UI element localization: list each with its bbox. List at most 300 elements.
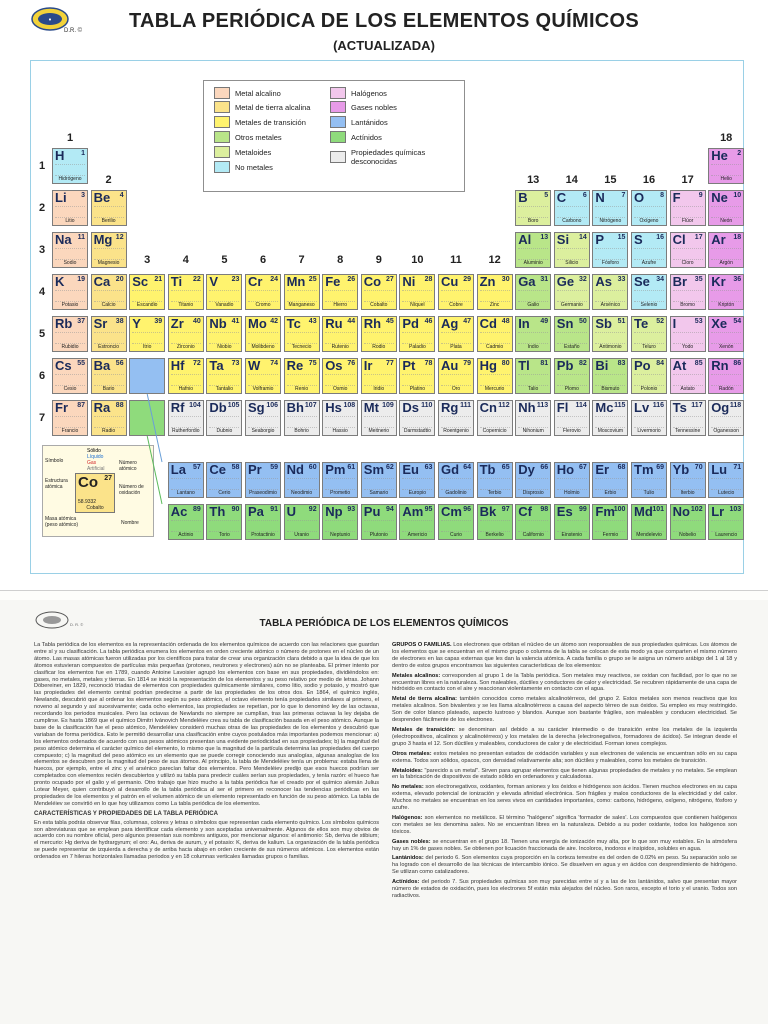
element-name: Cerio	[218, 490, 231, 496]
element-name: Galio	[527, 302, 540, 308]
element-cell[interactable]	[477, 358, 513, 394]
element-cell[interactable]	[168, 504, 204, 540]
element-cell[interactable]	[515, 400, 551, 436]
element-name: Potasio	[61, 302, 79, 308]
element-details-placeholder	[55, 206, 85, 218]
element-symbol: Ds	[402, 400, 420, 415]
element-number: 39	[154, 318, 163, 325]
element-number: 6	[582, 192, 587, 199]
element-symbol: Hf	[170, 358, 185, 373]
element-name: Vanadio	[215, 302, 234, 308]
element-cell[interactable]	[554, 504, 590, 540]
group-label: 1	[66, 132, 74, 144]
element-number: 10	[733, 192, 742, 199]
element-cell[interactable]	[554, 232, 590, 268]
element-name: Oxígeno	[639, 218, 659, 224]
element-name: Cesio	[63, 386, 77, 392]
element-cell[interactable]	[708, 462, 744, 498]
element-cell[interactable]	[438, 400, 474, 436]
element-number: 90	[231, 506, 240, 513]
legend-label: Lantánidos	[351, 117, 388, 127]
element-cell[interactable]	[399, 504, 435, 540]
element-cell[interactable]	[708, 274, 744, 310]
element-name: Níquel	[410, 302, 425, 308]
element-symbol: Mo	[248, 316, 267, 331]
element-symbol: Fm	[595, 504, 615, 519]
element-symbol: Rf	[170, 400, 185, 415]
element-cell[interactable]	[592, 232, 628, 268]
key-label-oxidation: Número de oxidación	[119, 484, 144, 496]
element-details-placeholder	[480, 290, 510, 302]
element-number: 71	[733, 464, 742, 471]
element-cell[interactable]	[284, 504, 320, 540]
element-number: 58	[231, 464, 240, 471]
element-number: 68	[617, 464, 626, 471]
element-details-placeholder	[673, 416, 703, 428]
element-cell[interactable]	[284, 316, 320, 352]
element-details-placeholder	[557, 520, 587, 532]
element-cell[interactable]	[515, 190, 551, 226]
intro-paragraph: La Tabla periódica de los elementos es la representación ordenada de los elementos químicos de acuerdo con las relaciones que guardan entre sí y su clasificación. La tabla periódica enumera los elementos en orden creciente atómico o número de protones en el núcleo de un átomo. Las masas atómicas fueron utilizadas por los científicos para tratar de crear una organización clara debido a que la idea de que los átomos estuvieran compuestos de partículas más pequeñas (protones, neutrones y electrones) aún no se planteaba. El primer intento por clasificar los elementos fue en 1789, cuando Antoine Lavoisier agrupó los elementos con base en sus propiedades, dividiéndolos en: gases, no metales, metales y tierras. En 1814 se inició la representación de los elementos y su peso relativo por medio de letras. Johann Döbereiner, en 1829, reconoció tríadas de elementos con propiedades químicamente similares, como litio, sodio y potasio, y mostró que las propiedades del elemento central podrían predecirse a partir de las propiedades de los otros dos. En 1864, el químico inglés, Newlands, descubrió que al ordenar los elementos según su peso atómico, el octavo elemento tenía propiedades similares al primero, el noveno al segundo y así sucesivamente; cada ocho elementos, las propiedades se repetían, por lo que lo denominó ley de las octavas, recordando los periodos musicales. Pero las octavas de Newlands no siempre se cumplían, tras las primeras octavas la ley dejaba de cumplirse. Es hasta 1869 que el químico Dimitri Ivánovich Mendeléiev crea su tabla de clasificación basada en el peso atómico. Aunque la base de la clasificación fue el peso atómico, Mendeléiev consideró muchas otras de las propiedades de los elementos y descubrió que variaban de forma periódica. Esto le permitió desarrollar una clasificación entre cuyos postulados más importantes podemos mencionar: a) los elementos ordenados de acuerdo con sus pesos atómicos presentan una evidente periodicidad en sus propiedades; b) la magnitud del peso atómico determina el carácter químico del elemento, lo mismo que la magnitud de la partícula determina las propiedades del cuerpo compuesto; c) la magnitud del peso atómico es un elemento que se puede corregir conociendo sus analogías, algunas analogías de los elementos se descubren por la magnitud del peso de sus átomos. Al principio, la tabla de Mendeléiev tenía un problema: estaba llena de huecos, por ejemplo, entre el zinc y el arsénico parecían faltar dos elementos. Pero Mendeléiev predijo que esos huecos podrían ser completados con elementos recién descubiertos y utilizó su tabla para predecir cuáles serían sus propiedades, y tenía razón: el hueco fue pronto ocupado por el galio y el germanio. Otro trabajo que hizo mucho a la tabla periódica fue el creado por el químico alemán Julius Lotear Meyer, quien contribuyó al desarrollo de la tabla periódica al ser el primero en reconocer las tendencias periódicas en las propiedades de los elementos y el patrón en el volumen atómico de un elemento representado en función de su peso atómico. La tabla de Mendeléiev se convirtió en lo que hoy utilizamos como La tabla periódica de los elementos.	[34, 642, 379, 807]
element-cell[interactable]	[168, 462, 204, 498]
element-symbol: Pr	[248, 462, 262, 477]
element-details-placeholder	[402, 332, 432, 344]
element-cell[interactable]	[670, 190, 706, 226]
element-cell[interactable]	[554, 274, 590, 310]
property-paragraph	[392, 768, 737, 782]
element-details-placeholder	[364, 416, 394, 428]
element-number: 16	[656, 234, 664, 241]
element-symbol: Co	[363, 274, 382, 289]
element-cell[interactable]	[592, 316, 628, 352]
element-number: 25	[308, 276, 317, 283]
element-cell[interactable]	[245, 358, 281, 394]
element-cell[interactable]	[322, 316, 358, 352]
element-number: 118	[729, 402, 742, 409]
element-details-placeholder	[132, 332, 162, 344]
element-cell[interactable]	[361, 358, 397, 394]
element-details-placeholder	[209, 520, 239, 532]
element-cell[interactable]	[554, 190, 590, 226]
element-cell[interactable]	[322, 462, 358, 498]
element-cell[interactable]	[361, 316, 397, 352]
element-cell[interactable]	[515, 504, 551, 540]
element-cell[interactable]	[399, 274, 435, 310]
element-details-placeholder	[634, 374, 664, 386]
element-cell[interactable]	[206, 358, 242, 394]
element-symbol: Fr	[55, 400, 68, 415]
element-name: Prometio	[330, 490, 351, 496]
element-cell[interactable]	[631, 274, 667, 310]
element-symbol: Pm	[325, 462, 346, 477]
property-paragraph	[392, 727, 737, 748]
element-cell[interactable]	[91, 358, 127, 394]
property-paragraph	[392, 879, 737, 900]
element-name: Holmio	[564, 490, 580, 496]
element-name: Laurencio	[715, 532, 738, 538]
element-cell[interactable]	[168, 316, 204, 352]
element-cell[interactable]	[477, 462, 513, 498]
legend-swatch	[330, 131, 346, 143]
element-cell[interactable]	[91, 400, 127, 436]
element-cell[interactable]	[477, 504, 513, 540]
element-cell[interactable]	[515, 232, 551, 268]
element-cell[interactable]	[245, 400, 281, 436]
element-cell[interactable]	[361, 462, 397, 498]
element-details-placeholder	[634, 248, 664, 260]
element-symbol: P	[595, 232, 605, 247]
element-details-placeholder	[287, 290, 317, 302]
element-number: 37	[77, 318, 85, 325]
element-cell[interactable]	[399, 400, 435, 436]
element-cell[interactable]	[399, 358, 435, 394]
element-cell[interactable]	[670, 274, 706, 310]
copyright-mark: D.R. ©	[64, 28, 83, 34]
element-cell[interactable]	[52, 232, 88, 268]
element-cell[interactable]	[361, 400, 397, 436]
legend-swatch	[214, 131, 230, 143]
element-cell[interactable]	[554, 462, 590, 498]
element-cell[interactable]	[52, 190, 88, 226]
element-cell[interactable]	[284, 274, 320, 310]
element-symbol: H	[55, 148, 65, 163]
element-cell[interactable]	[670, 462, 706, 498]
property-paragraph	[392, 784, 737, 812]
group-label: 6	[259, 254, 267, 266]
element-number: 19	[77, 276, 85, 283]
element-number: 50	[579, 318, 587, 325]
element-details-placeholder	[595, 248, 625, 260]
element-details-placeholder	[55, 374, 85, 386]
element-cell[interactable]	[361, 504, 397, 540]
element-name: Talio	[528, 386, 539, 392]
element-cell[interactable]	[592, 504, 628, 540]
document-heading: TABLA PERIÓDICA DE LOS ELEMENTOS QUÍMICOS	[259, 618, 509, 629]
element-symbol: Sm	[363, 462, 385, 477]
element-cell[interactable]	[91, 190, 127, 226]
element-name: Titanio	[178, 302, 194, 308]
element-cell[interactable]	[438, 316, 474, 352]
element-number: 93	[347, 506, 356, 513]
group-label: 18	[720, 132, 733, 144]
element-cell[interactable]	[554, 358, 590, 394]
element-cell[interactable]	[670, 316, 706, 352]
element-name: Boro	[527, 218, 539, 224]
element-symbol: Np	[325, 504, 343, 519]
element-number: 103	[729, 506, 742, 513]
element-name: Estaño	[564, 344, 580, 350]
element-cell[interactable]	[708, 316, 744, 352]
element-cell[interactable]	[515, 358, 551, 394]
element-cell[interactable]	[52, 316, 88, 352]
element-number: 83	[617, 360, 626, 367]
element-cell[interactable]	[245, 504, 281, 540]
element-details-placeholder	[171, 520, 201, 532]
element-cell[interactable]	[168, 358, 204, 394]
element-details-placeholder	[209, 332, 239, 344]
element-symbol: Ce	[209, 462, 227, 477]
element-number: 108	[343, 402, 356, 409]
element-cell[interactable]	[554, 400, 590, 436]
element-name: Litio	[65, 218, 75, 224]
element-symbol: Mc	[595, 400, 614, 415]
element-details-placeholder	[171, 416, 201, 428]
element-symbol: Te	[634, 316, 649, 331]
element-number: 20	[115, 276, 124, 283]
property-paragraph	[392, 839, 737, 853]
element-symbol: Bi	[595, 358, 609, 373]
key-label-mass: Masa atómica (peso atómico)	[45, 516, 79, 528]
element-cell[interactable]	[631, 358, 667, 394]
element-cell[interactable]	[399, 316, 435, 352]
element-number: 1	[81, 150, 85, 157]
element-name: Cromo	[255, 302, 271, 308]
element-cell[interactable]	[670, 232, 706, 268]
legend-swatch	[214, 146, 230, 158]
element-number: 73	[231, 360, 240, 367]
element-details-placeholder	[171, 374, 201, 386]
document-copyright: D. R. ©	[70, 622, 84, 627]
element-symbol: Th	[209, 504, 226, 519]
element-cell[interactable]	[438, 504, 474, 540]
element-cell[interactable]	[592, 190, 628, 226]
element-name: Selenio	[640, 302, 658, 308]
key-symbol: Co	[78, 474, 98, 491]
element-cell[interactable]	[52, 358, 88, 394]
element-cell[interactable]	[245, 462, 281, 498]
element-symbol: At	[672, 358, 687, 373]
element-symbol: Lr	[711, 504, 725, 519]
legend-label: Halógenos	[351, 88, 387, 98]
period-label: 6	[38, 370, 46, 382]
element-name: Disprosio	[522, 490, 544, 496]
element-cell[interactable]	[284, 400, 320, 436]
element-cell[interactable]	[631, 504, 667, 540]
element-cell[interactable]	[515, 274, 551, 310]
element-cell[interactable]	[245, 316, 281, 352]
element-cell[interactable]	[284, 358, 320, 394]
element-cell[interactable]	[631, 462, 667, 498]
element-cell[interactable]	[129, 274, 165, 310]
element-details-placeholder	[287, 332, 317, 344]
element-cell[interactable]	[322, 400, 358, 436]
element-details-placeholder	[287, 416, 317, 428]
element-cell[interactable]	[168, 400, 204, 436]
element-cell[interactable]	[91, 232, 127, 268]
element-cell[interactable]	[592, 400, 628, 436]
element-cell[interactable]	[708, 400, 744, 436]
element-cell[interactable]	[631, 400, 667, 436]
element-details-placeholder	[441, 416, 471, 428]
element-details-placeholder	[711, 416, 741, 428]
element-cell[interactable]	[477, 274, 513, 310]
element-cell[interactable]	[708, 190, 744, 226]
element-details-placeholder	[518, 478, 548, 490]
element-name: Kriptón	[718, 302, 735, 308]
element-cell[interactable]	[670, 400, 706, 436]
element-symbol: Es	[556, 504, 573, 519]
element-symbol: Lu	[711, 462, 728, 477]
property-text: son elementos no metálicos. El término "halógeno" significa 'formador de sales'. Los compuestos que contienen halógenos con metales se les denomina sales. No se encuentran libres en la naturaleza. Debido a su poder oxidante, todos los halógenos son tóxicos.	[392, 814, 737, 835]
element-details-placeholder	[171, 478, 201, 490]
element-symbol: Be	[93, 190, 111, 205]
element-symbol: Fe	[325, 274, 341, 289]
element-name: Darmstadtio	[403, 428, 431, 434]
element-number: 110	[421, 402, 433, 409]
element-name: Neptunio	[330, 532, 351, 538]
element-details-placeholder	[364, 478, 394, 490]
property-text: también conocidos como metales alcalinotérreos, del grupo 2. Estos metales son menos reactivos que los metales alcalinos. Son bivalentes y se les llama alcalinotérreos a causa del aspecto térreo de sus óxidos. Su empleo es muy restringido. Son de color blanco plateado, aspecto lustroso y blandos. Aunque son bastante frágiles, son maleables y conducen electricidad. Se desprenden fácilmente de los electrones.	[392, 696, 737, 724]
element-details-placeholder	[209, 478, 239, 490]
element-details-placeholder	[55, 248, 85, 260]
svg-text:•: •	[48, 17, 52, 24]
element-symbol: Se	[634, 274, 650, 289]
element-cell[interactable]	[708, 358, 744, 394]
element-cell[interactable]	[708, 504, 744, 540]
element-cell[interactable]	[52, 400, 88, 436]
element-cell[interactable]	[477, 316, 513, 352]
element-details-placeholder	[711, 206, 741, 218]
element-cell[interactable]	[206, 504, 242, 540]
element-cell[interactable]	[477, 400, 513, 436]
element-symbol: Ag	[441, 316, 459, 331]
element-cell[interactable]	[515, 316, 551, 352]
element-cell[interactable]	[52, 274, 88, 310]
element-number: 72	[193, 360, 201, 367]
element-symbol: S	[634, 232, 643, 247]
element-details-placeholder	[441, 374, 471, 386]
element-cell[interactable]	[206, 462, 242, 498]
legend-item	[330, 87, 387, 99]
element-symbol: Ni	[402, 274, 416, 289]
group-label: 7	[298, 254, 305, 266]
element-symbol: Xe	[711, 316, 728, 331]
element-symbol: Am	[402, 504, 424, 519]
element-cell[interactable]	[206, 316, 242, 352]
element-symbol: Cn	[479, 400, 497, 415]
element-cell[interactable]	[91, 274, 127, 310]
element-name: Indio	[527, 344, 539, 350]
element-number: 56	[115, 360, 124, 367]
property-title: Metal de tierra alcalina:	[392, 696, 458, 703]
element-name: Bromo	[680, 302, 695, 308]
element-cell[interactable]	[245, 274, 281, 310]
page-title: TABLA PERIÓDICA DE LOS ELEMENTOS QUÍMICOS	[128, 10, 640, 32]
element-number: 100	[613, 506, 626, 513]
property-text: estos metales no presentan estados de oxidación variables y sus electrones de valencia se encuentran sólo en su capa externa. Todos son sólidos, opacos, con densidad relativamente alta; son dúctiles y maleables, como los metales de transición.	[392, 750, 737, 764]
legend-label: Otros metales	[235, 132, 282, 142]
element-number: 42	[270, 318, 278, 325]
element-details-placeholder	[325, 290, 355, 302]
element-cell[interactable]	[554, 316, 590, 352]
element-number: 116	[652, 402, 664, 409]
element-name: Tecnecio	[291, 344, 312, 350]
element-details-placeholder	[518, 290, 548, 302]
element-cell[interactable]	[592, 358, 628, 394]
element-cell[interactable]	[670, 358, 706, 394]
element-number: 79	[463, 360, 471, 367]
element-name: Flúor	[681, 218, 694, 224]
element-cell[interactable]	[670, 504, 706, 540]
element-cell[interactable]	[52, 148, 88, 184]
element-details-placeholder	[711, 478, 741, 490]
element-number: 107	[304, 402, 317, 409]
element-cell[interactable]	[399, 462, 435, 498]
element-name: Mercurio	[484, 386, 505, 392]
element-details-placeholder	[402, 520, 432, 532]
element-cell[interactable]	[361, 274, 397, 310]
element-name: Polonio	[640, 386, 658, 392]
element-symbol: Gd	[441, 462, 460, 477]
element-symbol: Cr	[248, 274, 263, 289]
element-name: Rodio	[372, 344, 386, 350]
property-paragraph	[392, 815, 737, 836]
element-cell[interactable]	[91, 316, 127, 352]
element-symbol: Hg	[479, 358, 497, 373]
element-symbol: Tm	[634, 462, 654, 477]
key-mass: 58.9332	[78, 499, 97, 505]
element-cell[interactable]	[438, 462, 474, 498]
element-details-placeholder	[55, 290, 85, 302]
element-cell[interactable]	[708, 148, 744, 184]
element-cell[interactable]	[322, 358, 358, 394]
element-symbol: Sg	[248, 400, 265, 415]
element-cell[interactable]	[322, 504, 358, 540]
element-details-placeholder	[325, 478, 355, 490]
element-cell[interactable]	[206, 400, 242, 436]
element-cell[interactable]	[515, 462, 551, 498]
element-cell[interactable]	[631, 316, 667, 352]
element-symbol: Al	[518, 232, 532, 247]
element-symbol: K	[55, 274, 65, 289]
element-cell[interactable]	[284, 462, 320, 498]
element-cell[interactable]	[592, 462, 628, 498]
element-number: 59	[270, 464, 278, 471]
element-number: 8	[660, 192, 664, 199]
element-cell[interactable]	[631, 190, 667, 226]
group-label: 15	[604, 174, 617, 186]
property-text: se denominan así debido a su carácter intermedio o de transición entre los metales de la izquierda (electropositivos, alcalinos y alcalinotérreos) y los metales de la derecha (electronegativos, formadores de ácidos). Se integran desde el grupo 3 hasta el 12. Son dúctiles y maleables, conductores de calor y de electricidad. Forman iones complejos.	[392, 726, 737, 747]
element-cell[interactable]	[129, 316, 165, 352]
element-details-placeholder	[287, 478, 317, 490]
element-name: Platino	[409, 386, 426, 392]
groups-text: Los electrones que orbitan el núcleo de un átomo son responsables de sus propiedades químicas. Los átomos de los elementos que se encuentran en el mismo grupo o columna de la tabla se colocan de esta modo ya que comparten el mismo número de electrones en las capas externas que les dan la valencia atómica. A cada familia o grupo se le asigna un número arábigo del 1 al 18 y dentro de estos grupos encontramos las siguientes características de los elementos:	[392, 642, 737, 669]
element-cell[interactable]	[168, 274, 204, 310]
period-label: 7	[38, 412, 46, 424]
element-details-placeholder	[209, 290, 239, 302]
element-cell[interactable]	[438, 274, 474, 310]
element-number: 3	[81, 192, 85, 199]
element-cell[interactable]	[322, 274, 358, 310]
element-symbol: Rn	[711, 358, 729, 373]
element-cell[interactable]	[708, 232, 744, 268]
element-symbol: Sb	[595, 316, 613, 331]
element-cell[interactable]	[631, 232, 667, 268]
element-name: Bohrio	[294, 428, 309, 434]
element-cell[interactable]	[438, 358, 474, 394]
legend-swatch	[330, 101, 346, 113]
property-text: corresponden al grupo 1 de la Tabla periódica. Son metales muy reactivos, se oxidan con facilidad, por lo que no se encuentran libres en la naturaleza. Son maleables, dúctiles y conductores de calor y electricidad. Se recubren rápidamente de una capa de hidróxido en contacto con el aire y reaccionan violentamente en contacto con el agua.	[392, 672, 737, 693]
key-state-artificial: Artificial	[87, 466, 105, 472]
element-cell[interactable]	[592, 274, 628, 310]
element-number: 106	[266, 402, 278, 409]
element-name: Californio	[522, 532, 544, 538]
element-symbol: Cs	[55, 358, 72, 373]
element-symbol: Ga	[518, 274, 536, 289]
element-number: 27	[386, 276, 394, 283]
element-number: 5	[544, 192, 549, 199]
element-cell[interactable]	[206, 274, 242, 310]
